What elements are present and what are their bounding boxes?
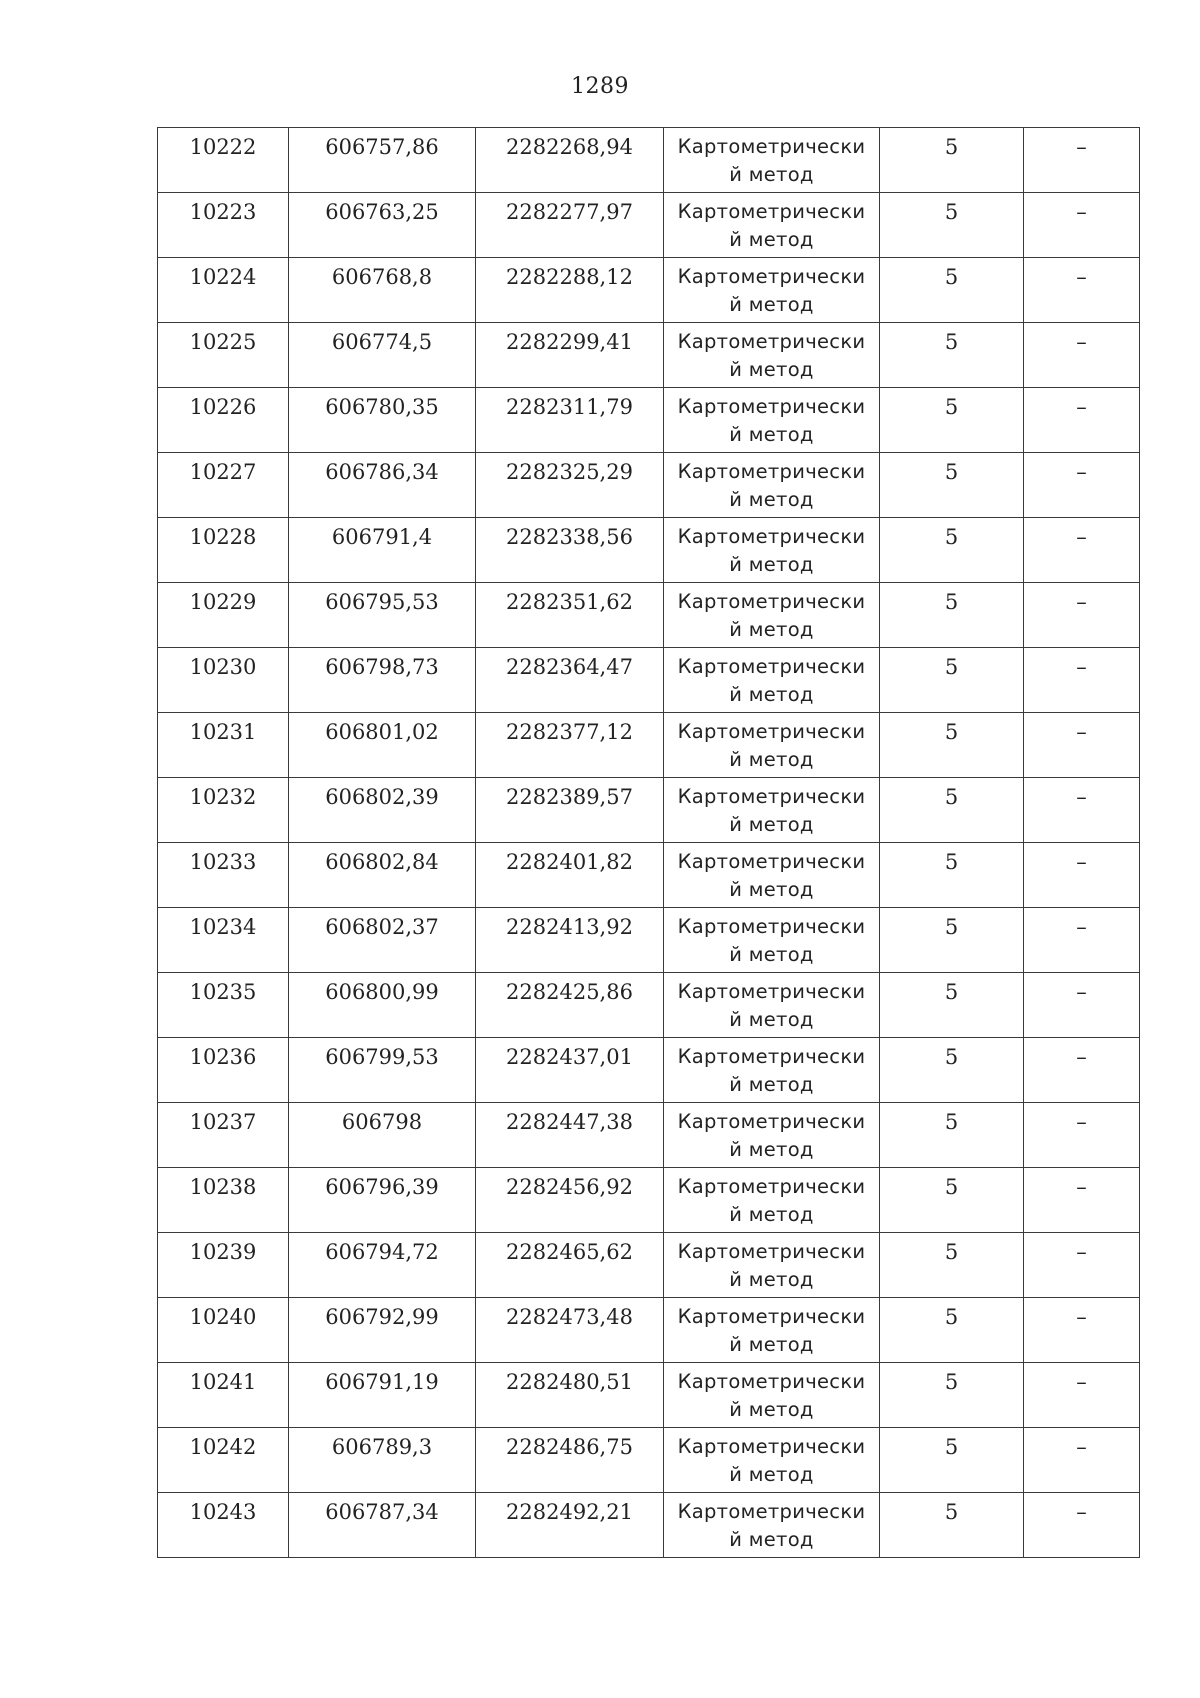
x-coordinate-cell: 606787,34 <box>289 1493 476 1558</box>
table-row <box>158 843 1140 908</box>
method-cell <box>664 1168 880 1233</box>
accuracy-cell: 5 <box>880 583 1024 648</box>
method-cell <box>664 1233 880 1298</box>
method-cell <box>664 1038 880 1103</box>
x-coordinate-cell: 606786,34 <box>289 453 476 518</box>
x-coordinate-cell: 606763,25 <box>289 193 476 258</box>
table-body <box>158 128 1140 1558</box>
accuracy-cell: 5 <box>880 1233 1024 1298</box>
accuracy-cell: 5 <box>880 1038 1024 1103</box>
table-row <box>158 1103 1140 1168</box>
point-number-cell: 10237 <box>158 1103 289 1168</box>
method-cell <box>664 323 880 388</box>
note-cell: – <box>1024 193 1140 258</box>
method-text-line: Картометрически <box>677 395 866 418</box>
method-cell <box>664 583 880 648</box>
y-coordinate-cell: 2282401,82 <box>476 843 664 908</box>
method-text-line: й метод <box>729 683 814 706</box>
method-text-line: Картометрически <box>677 1370 866 1393</box>
method-text-line: й метод <box>729 1203 814 1226</box>
note-cell: – <box>1024 583 1140 648</box>
x-coordinate-cell: 606794,72 <box>289 1233 476 1298</box>
accuracy-cell: 5 <box>880 128 1024 193</box>
note-cell: – <box>1024 1298 1140 1363</box>
note-cell: – <box>1024 1038 1140 1103</box>
table-row <box>158 193 1140 258</box>
method-text-line: й метод <box>729 1138 814 1161</box>
point-number-cell: 10224 <box>158 258 289 323</box>
table-row <box>158 778 1140 843</box>
point-number-cell: 10226 <box>158 388 289 453</box>
note-cell: – <box>1024 1168 1140 1233</box>
accuracy-cell: 5 <box>880 973 1024 1038</box>
method-cell <box>664 1363 880 1428</box>
method-text-line: й метод <box>729 748 814 771</box>
table-row <box>158 453 1140 518</box>
y-coordinate-cell: 2282268,94 <box>476 128 664 193</box>
note-cell: – <box>1024 1363 1140 1428</box>
x-coordinate-cell: 606798 <box>289 1103 476 1168</box>
note-cell: – <box>1024 388 1140 453</box>
accuracy-cell: 5 <box>880 193 1024 258</box>
method-cell <box>664 1298 880 1363</box>
method-cell <box>664 1103 880 1168</box>
note-cell: – <box>1024 1428 1140 1493</box>
method-text-line: й метод <box>729 423 814 446</box>
point-number-cell: 10230 <box>158 648 289 713</box>
method-cell <box>664 1493 880 1558</box>
method-text-line: Картометрически <box>677 200 866 223</box>
table-row <box>158 1298 1140 1363</box>
method-text-line: Картометрически <box>677 330 866 353</box>
accuracy-cell: 5 <box>880 388 1024 453</box>
note-cell: – <box>1024 778 1140 843</box>
accuracy-cell: 5 <box>880 453 1024 518</box>
note-cell: – <box>1024 843 1140 908</box>
point-number-cell: 10231 <box>158 713 289 778</box>
y-coordinate-cell: 2282311,79 <box>476 388 664 453</box>
y-coordinate-cell: 2282377,12 <box>476 713 664 778</box>
method-text-line: й метод <box>729 228 814 251</box>
note-cell: – <box>1024 973 1140 1038</box>
note-cell: – <box>1024 323 1140 388</box>
point-number-cell: 10240 <box>158 1298 289 1363</box>
method-text-line: й метод <box>729 1398 814 1421</box>
y-coordinate-cell: 2282465,62 <box>476 1233 664 1298</box>
y-coordinate-cell: 2282364,47 <box>476 648 664 713</box>
y-coordinate-cell: 2282425,86 <box>476 973 664 1038</box>
accuracy-cell: 5 <box>880 518 1024 583</box>
method-text-line: й метод <box>729 813 814 836</box>
y-coordinate-cell: 2282288,12 <box>476 258 664 323</box>
note-cell: – <box>1024 908 1140 973</box>
accuracy-cell: 5 <box>880 323 1024 388</box>
method-cell <box>664 908 880 973</box>
x-coordinate-cell: 606802,37 <box>289 908 476 973</box>
note-cell: – <box>1024 453 1140 518</box>
method-cell <box>664 128 880 193</box>
point-number-cell: 10222 <box>158 128 289 193</box>
y-coordinate-cell: 2282447,38 <box>476 1103 664 1168</box>
note-cell: – <box>1024 258 1140 323</box>
method-text-line: Картометрически <box>677 1240 866 1263</box>
point-number-cell: 10228 <box>158 518 289 583</box>
y-coordinate-cell: 2282338,56 <box>476 518 664 583</box>
x-coordinate-cell: 606757,86 <box>289 128 476 193</box>
table-row <box>158 583 1140 648</box>
method-text-line: Картометрически <box>677 135 866 158</box>
x-coordinate-cell: 606800,99 <box>289 973 476 1038</box>
method-text-line: й метод <box>729 293 814 316</box>
y-coordinate-cell: 2282473,48 <box>476 1298 664 1363</box>
x-coordinate-cell: 606802,39 <box>289 778 476 843</box>
coordinates-table <box>157 127 1140 1558</box>
method-text-line: Картометрически <box>677 1435 866 1458</box>
method-text-line: й метод <box>729 488 814 511</box>
note-cell: – <box>1024 128 1140 193</box>
accuracy-cell: 5 <box>880 908 1024 973</box>
method-cell <box>664 1428 880 1493</box>
method-text-line: Картометрически <box>677 1045 866 1068</box>
method-text-line: Картометрически <box>677 1110 866 1133</box>
page-number: 1289 <box>571 74 629 99</box>
y-coordinate-cell: 2282456,92 <box>476 1168 664 1233</box>
method-text-line: й метод <box>729 943 814 966</box>
x-coordinate-cell: 606801,02 <box>289 713 476 778</box>
method-text-line: й метод <box>729 1463 814 1486</box>
point-number-cell: 10239 <box>158 1233 289 1298</box>
accuracy-cell: 5 <box>880 258 1024 323</box>
method-text-line: Картометрически <box>677 525 866 548</box>
accuracy-cell: 5 <box>880 1363 1024 1428</box>
method-text-line: й метод <box>729 358 814 381</box>
table-row <box>158 973 1140 1038</box>
note-cell: – <box>1024 1103 1140 1168</box>
point-number-cell: 10234 <box>158 908 289 973</box>
method-cell <box>664 843 880 908</box>
method-cell <box>664 778 880 843</box>
y-coordinate-cell: 2282492,21 <box>476 1493 664 1558</box>
y-coordinate-cell: 2282299,41 <box>476 323 664 388</box>
method-text-line: й метод <box>729 553 814 576</box>
y-coordinate-cell: 2282325,29 <box>476 453 664 518</box>
y-coordinate-cell: 2282486,75 <box>476 1428 664 1493</box>
y-coordinate-cell: 2282277,97 <box>476 193 664 258</box>
method-text-line: Картометрически <box>677 590 866 613</box>
method-text-line: й метод <box>729 878 814 901</box>
point-number-cell: 10232 <box>158 778 289 843</box>
table-row <box>158 1493 1140 1558</box>
x-coordinate-cell: 606795,53 <box>289 583 476 648</box>
method-text-line: Картометрически <box>677 1305 866 1328</box>
method-cell <box>664 258 880 323</box>
table-row <box>158 1038 1140 1103</box>
method-text-line: Картометрически <box>677 850 866 873</box>
point-number-cell: 10235 <box>158 973 289 1038</box>
table-row <box>158 1363 1140 1428</box>
method-text-line: й метод <box>729 1073 814 1096</box>
point-number-cell: 10227 <box>158 453 289 518</box>
table-row <box>158 258 1140 323</box>
note-cell: – <box>1024 713 1140 778</box>
method-text-line: Картометрически <box>677 1175 866 1198</box>
point-number-cell: 10241 <box>158 1363 289 1428</box>
table-row <box>158 128 1140 193</box>
method-cell <box>664 388 880 453</box>
method-text-line: Картометрически <box>677 720 866 743</box>
y-coordinate-cell: 2282480,51 <box>476 1363 664 1428</box>
method-text-line: Картометрически <box>677 915 866 938</box>
method-cell <box>664 518 880 583</box>
note-cell: – <box>1024 518 1140 583</box>
method-text-line: й метод <box>729 1008 814 1031</box>
x-coordinate-cell: 606798,73 <box>289 648 476 713</box>
x-coordinate-cell: 606780,35 <box>289 388 476 453</box>
method-text-line: Картометрически <box>677 265 866 288</box>
table-row <box>158 1168 1140 1233</box>
method-cell <box>664 648 880 713</box>
y-coordinate-cell: 2282437,01 <box>476 1038 664 1103</box>
x-coordinate-cell: 606774,5 <box>289 323 476 388</box>
x-coordinate-cell: 606792,99 <box>289 1298 476 1363</box>
point-number-cell: 10223 <box>158 193 289 258</box>
point-number-cell: 10238 <box>158 1168 289 1233</box>
method-text-line: Картометрически <box>677 980 866 1003</box>
x-coordinate-cell: 606791,4 <box>289 518 476 583</box>
method-text-line: й метод <box>729 618 814 641</box>
method-text-line: й метод <box>729 1268 814 1291</box>
table-row <box>158 388 1140 453</box>
accuracy-cell: 5 <box>880 1298 1024 1363</box>
method-text-line: й метод <box>729 163 814 186</box>
table-row <box>158 908 1140 973</box>
point-number-cell: 10229 <box>158 583 289 648</box>
method-text-line: й метод <box>729 1528 814 1551</box>
note-cell: – <box>1024 648 1140 713</box>
method-cell <box>664 193 880 258</box>
x-coordinate-cell: 606802,84 <box>289 843 476 908</box>
method-text-line: Картометрически <box>677 655 866 678</box>
note-cell: – <box>1024 1493 1140 1558</box>
point-number-cell: 10233 <box>158 843 289 908</box>
x-coordinate-cell: 606789,3 <box>289 1428 476 1493</box>
table-row <box>158 1428 1140 1493</box>
y-coordinate-cell: 2282351,62 <box>476 583 664 648</box>
x-coordinate-cell: 606768,8 <box>289 258 476 323</box>
point-number-cell: 10236 <box>158 1038 289 1103</box>
point-number-cell: 10242 <box>158 1428 289 1493</box>
method-text-line: Картометрически <box>677 1500 866 1523</box>
point-number-cell: 10225 <box>158 323 289 388</box>
accuracy-cell: 5 <box>880 778 1024 843</box>
accuracy-cell: 5 <box>880 648 1024 713</box>
method-text-line: Картометрически <box>677 785 866 808</box>
method-cell <box>664 453 880 518</box>
accuracy-cell: 5 <box>880 1168 1024 1233</box>
accuracy-cell: 5 <box>880 1493 1024 1558</box>
table-row <box>158 713 1140 778</box>
y-coordinate-cell: 2282413,92 <box>476 908 664 973</box>
x-coordinate-cell: 606799,53 <box>289 1038 476 1103</box>
y-coordinate-cell: 2282389,57 <box>476 778 664 843</box>
x-coordinate-cell: 606791,19 <box>289 1363 476 1428</box>
table-row <box>158 518 1140 583</box>
method-cell <box>664 973 880 1038</box>
note-cell: – <box>1024 1233 1140 1298</box>
accuracy-cell: 5 <box>880 843 1024 908</box>
method-text-line: й метод <box>729 1333 814 1356</box>
accuracy-cell: 5 <box>880 713 1024 778</box>
table-row <box>158 648 1140 713</box>
point-number-cell: 10243 <box>158 1493 289 1558</box>
x-coordinate-cell: 606796,39 <box>289 1168 476 1233</box>
method-cell <box>664 713 880 778</box>
table-row <box>158 1233 1140 1298</box>
accuracy-cell: 5 <box>880 1103 1024 1168</box>
method-text-line: Картометрически <box>677 460 866 483</box>
table-row <box>158 323 1140 388</box>
accuracy-cell: 5 <box>880 1428 1024 1493</box>
